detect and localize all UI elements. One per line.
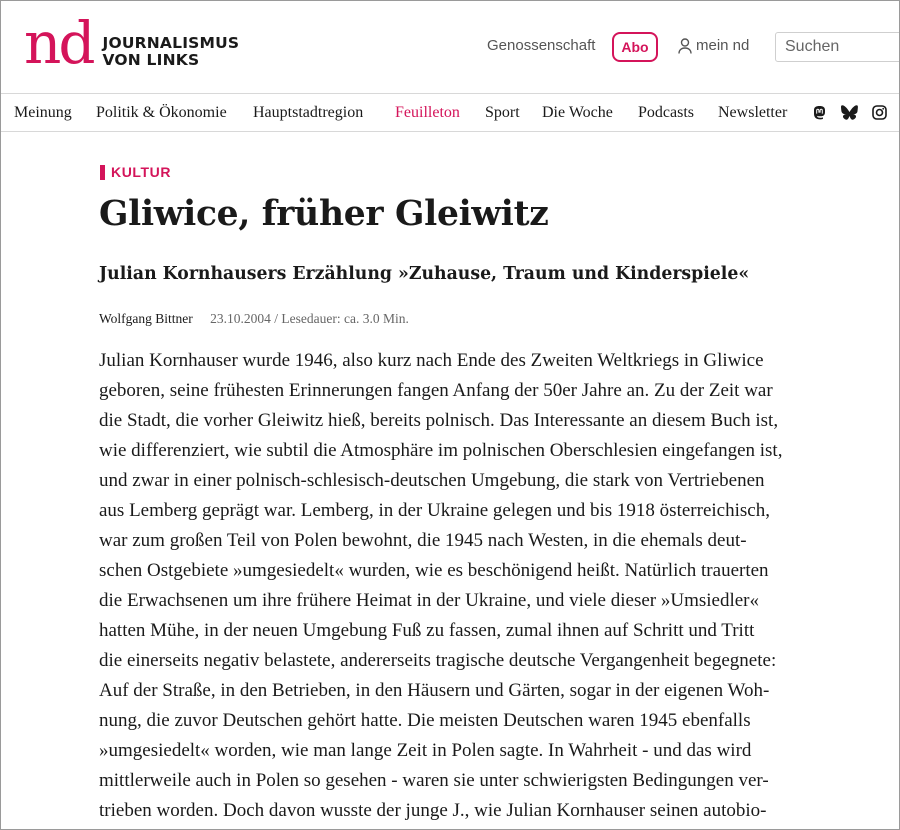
logo-mark: nd xyxy=(24,9,93,77)
body-line: die Stadt, die vorher Gleiwitz hieß, bereits polnisch. Das Interessante an diesem Buch ist, xyxy=(99,410,779,431)
genossenschaft-link[interactable]: Genossenschaft xyxy=(487,37,596,54)
article-meta xyxy=(99,311,409,327)
nav-item-feuilleton[interactable]: Feuilleton xyxy=(395,104,460,121)
article-kicker[interactable] xyxy=(100,164,171,180)
mastodon-icon[interactable] xyxy=(812,105,827,126)
body-line: »umgesiedelt« worden, wie man lange Zeit in Polen sagte. In Wahrheit - und das wird xyxy=(99,740,752,761)
mein-nd-link[interactable] xyxy=(678,37,749,54)
logo-tagline-line-1: JOURNALISMUS xyxy=(102,34,240,52)
body-line: hatten Mühe, in der neuen Umgebung Fuß zu fassen, zumal ihnen auf Schritt und Tritt xyxy=(99,620,755,641)
body-line: geboren, seine frühesten Erinnerungen fangen Anfang der 50er Jahre an. Zu der Zeit war xyxy=(99,380,773,401)
body-line: mittlerweile auch in Polen so gesehen - waren sie unter schwierigsten Bedingungen ver- xyxy=(99,770,769,791)
body-line: Auf der Straße, in den Betrieben, in den Häusern und Gärten, sogar in der eigenen Woh- xyxy=(99,680,770,701)
body-line: die einerseits negativ belastete, andererseits tragische deutsche Vergangenheit begegnete: xyxy=(99,650,777,671)
body-line: die Erwachsenen um ihre frühere Heimat in der Ukraine, und viele dieser »Umsiedler« xyxy=(99,590,759,611)
user-icon xyxy=(678,38,692,54)
instagram-icon[interactable] xyxy=(872,105,887,125)
bluesky-icon[interactable] xyxy=(841,105,858,125)
article-subtitle: Julian Kornhausers Erzählung »Zuhause, Traum und Kinderspiele« xyxy=(99,264,750,284)
body-line: aus Lemberg geprägt war. Lemberg, in der Ukraine gelegen und bis 1918 österreichisch, xyxy=(99,500,770,521)
abo-button[interactable]: Abo xyxy=(612,32,658,62)
body-line: schen Ostgebiete »umgesiedelt« wurden, wie es beschönigend heißt. Natürlich trauerten xyxy=(99,560,769,581)
search-input[interactable] xyxy=(775,32,900,62)
main-nav xyxy=(0,93,900,132)
body-line: nung, die zuvor Deutschen gehört hatte. Die meisten Deutschen waren 1945 ebenfalls xyxy=(99,710,751,731)
nav-item-sport[interactable]: Sport xyxy=(485,104,520,121)
nav-item-podcasts[interactable]: Podcasts xyxy=(638,104,694,121)
article-title: Gliwice, früher Gleiwitz xyxy=(99,194,549,234)
body-line: und zwar in einer polnisch-schlesisch-deutschen Umgebung, die stark von Vertriebenen xyxy=(99,470,765,491)
logo-tagline-line-2: VON LINKS xyxy=(102,51,200,69)
mein-nd-label: mein nd xyxy=(696,37,750,54)
article-date-reading-time: 23.10.2004 / Lesedauer: ca. 3.0 Min. xyxy=(210,311,409,326)
nav-item-meinung[interactable]: Meinung xyxy=(14,104,72,121)
body-line: war zum großen Teil von Polen bewohnt, die 1945 nach Westen, in die ehemals deut- xyxy=(99,530,747,551)
site-logo[interactable] xyxy=(24,9,240,77)
nav-item-die-woche[interactable]: Die Woche xyxy=(542,104,613,121)
logo-tagline xyxy=(102,35,239,69)
kicker-bar xyxy=(100,165,105,180)
body-line: wie differenziert, wie subtil die Atmosphäre im polnischen Oberschlesien eingefangen ist, xyxy=(99,440,783,461)
nav-item-newsletter[interactable]: Newsletter xyxy=(718,104,788,121)
kicker-label: KULTUR xyxy=(111,164,172,180)
article-body xyxy=(99,346,889,826)
body-line: Julian Kornhauser wurde 1946, also kurz nach Ende des Zweiten Weltkriegs in Gliwice xyxy=(99,350,764,371)
nav-item-hauptstadtregion[interactable]: Hauptstadtregion xyxy=(253,104,364,121)
nav-item-politik-oekonomie[interactable]: Politik & Ökonomie xyxy=(96,104,227,121)
article-author[interactable]: Wolfgang Bittner xyxy=(99,311,193,326)
body-line: trieben worden. Doch davon wusste der junge J., wie Julian Kornhauser seinen autobio- xyxy=(99,800,767,821)
